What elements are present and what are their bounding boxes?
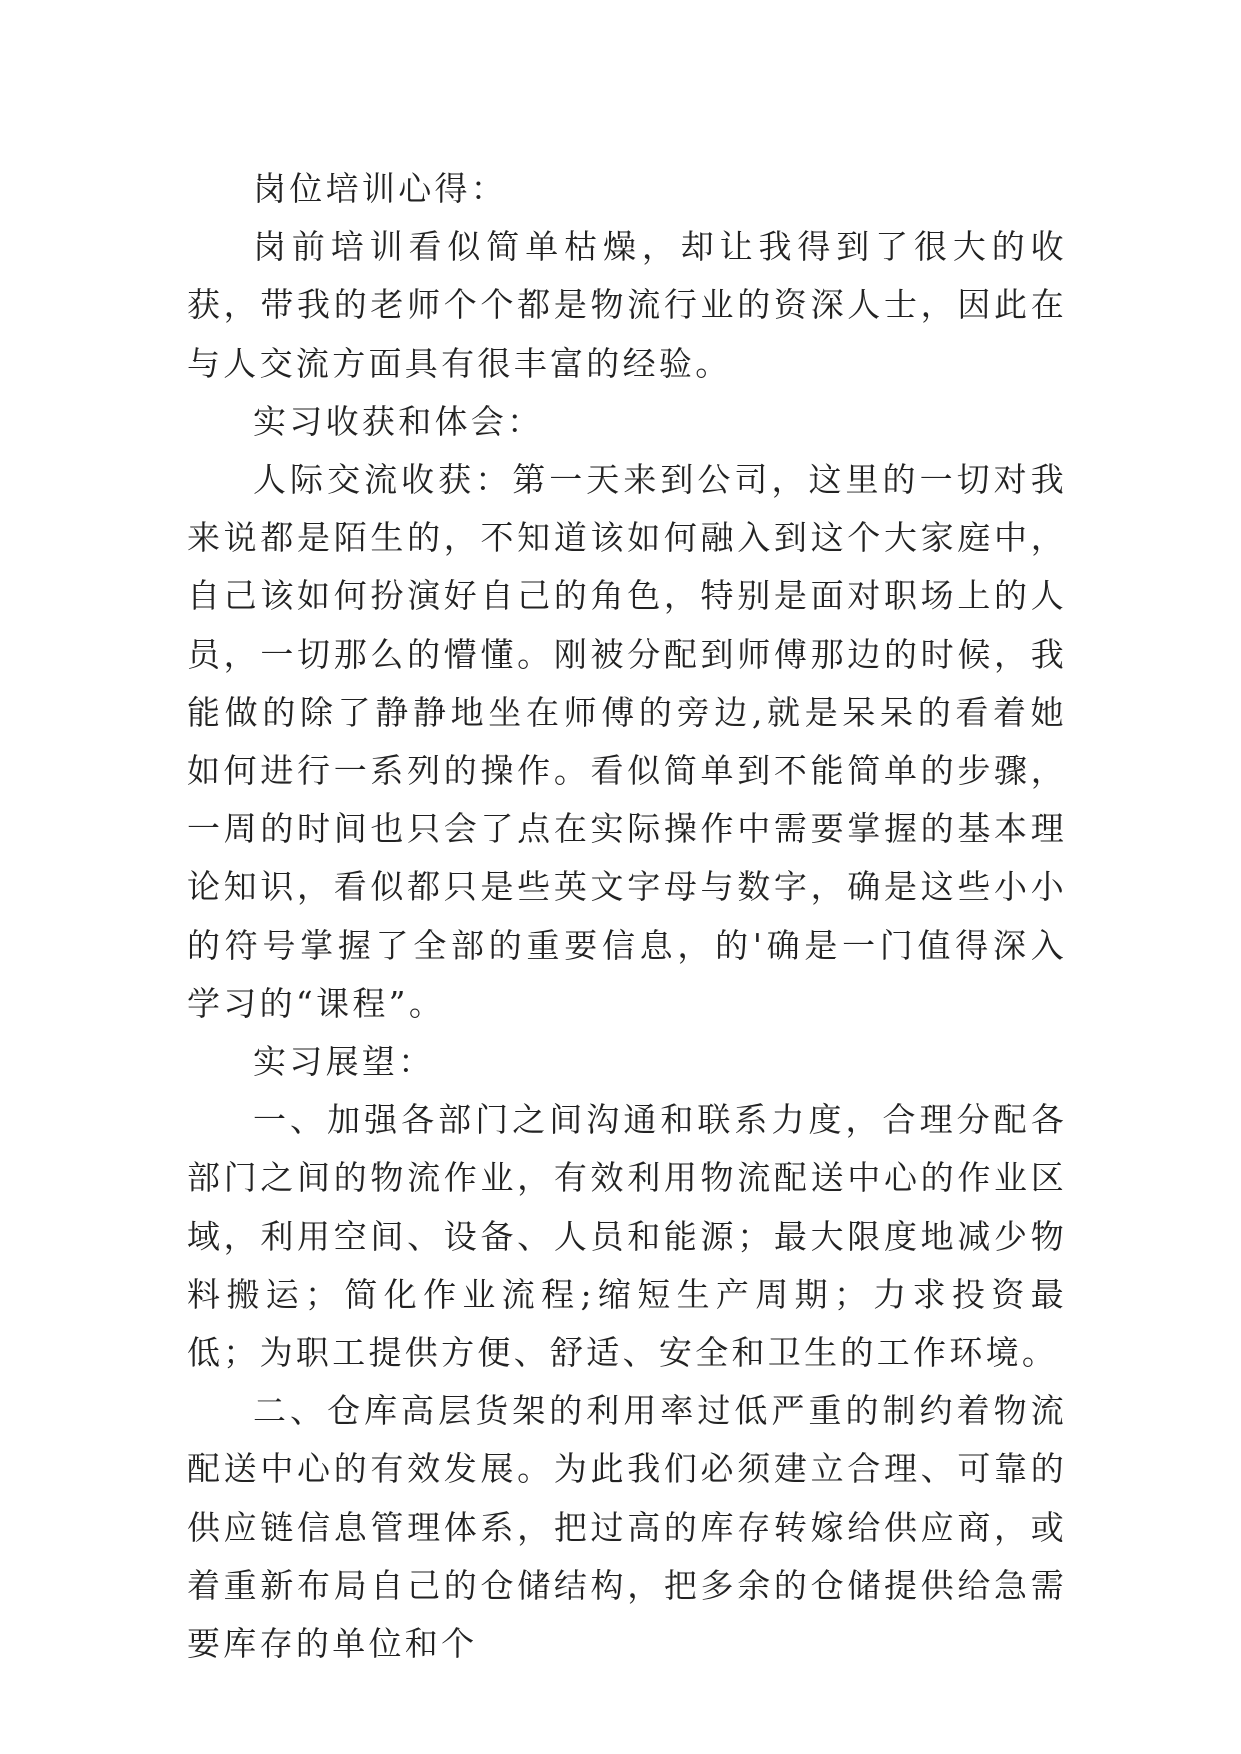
paragraph-outlook-1: 一、加强各部门之间沟通和联系力度，合理分配各部门之间的物流作业，有效利用物流配送中心的作业区域，利用空间、设备、人员和能源；最大限度地减少物料搬运；简化作业流程;缩短生产周期；力求投资最低；为职工提供方便、舒适、安全和卫生的工作环境。 [187,1100,1067,1373]
paragraph-communication: 人际交流收获：第一天来到公司，这里的一切对我来说都是陌生的，不知道该如何融入到这个大家庭中，自己该如何扮演好自己的角色，特别是面对职场上的人员，一切那么的懵懂。刚被分配到师傅那边的时候，我能做的除了静静地坐在师傅的旁边,就是呆呆的看着她如何进行一系列的操作。看似简单到不能简单的步骤，一周的时间也只会了点在实际操作中需要掌握的基本理论知识，看似都只是些英文字母与数字，确是这些小小的符号掌握了全部的重要信息，的'确是一门值得深入学习的“课程”。 [187,460,1067,1023]
section-heading-gains: 实习收获和体会： [253,401,544,441]
section-heading-training: 岗位培训心得： [253,169,508,208]
paragraph-training: 岗前培训看似简单枯燥，却让我得到了很大的收获，带我的老师个个都是物流行业的资深人士，因此在与人交流方面具有很丰富的经验。 [187,227,1067,383]
document-body [187,160,1067,1673]
paragraph-outlook-2: 二、仓库高层货架的利用率过低严重的制约着物流配送中心的有效发展。为此我们必须建立合理、可靠的供应链信息管理体系，把过高的库存转嫁给供应商，或着重新布局自己的仓储结构，把多余的仓储提供给急需要库存的单位和个 [187,1391,1067,1664]
section-heading-outlook: 实习展望： [253,1042,435,1082]
